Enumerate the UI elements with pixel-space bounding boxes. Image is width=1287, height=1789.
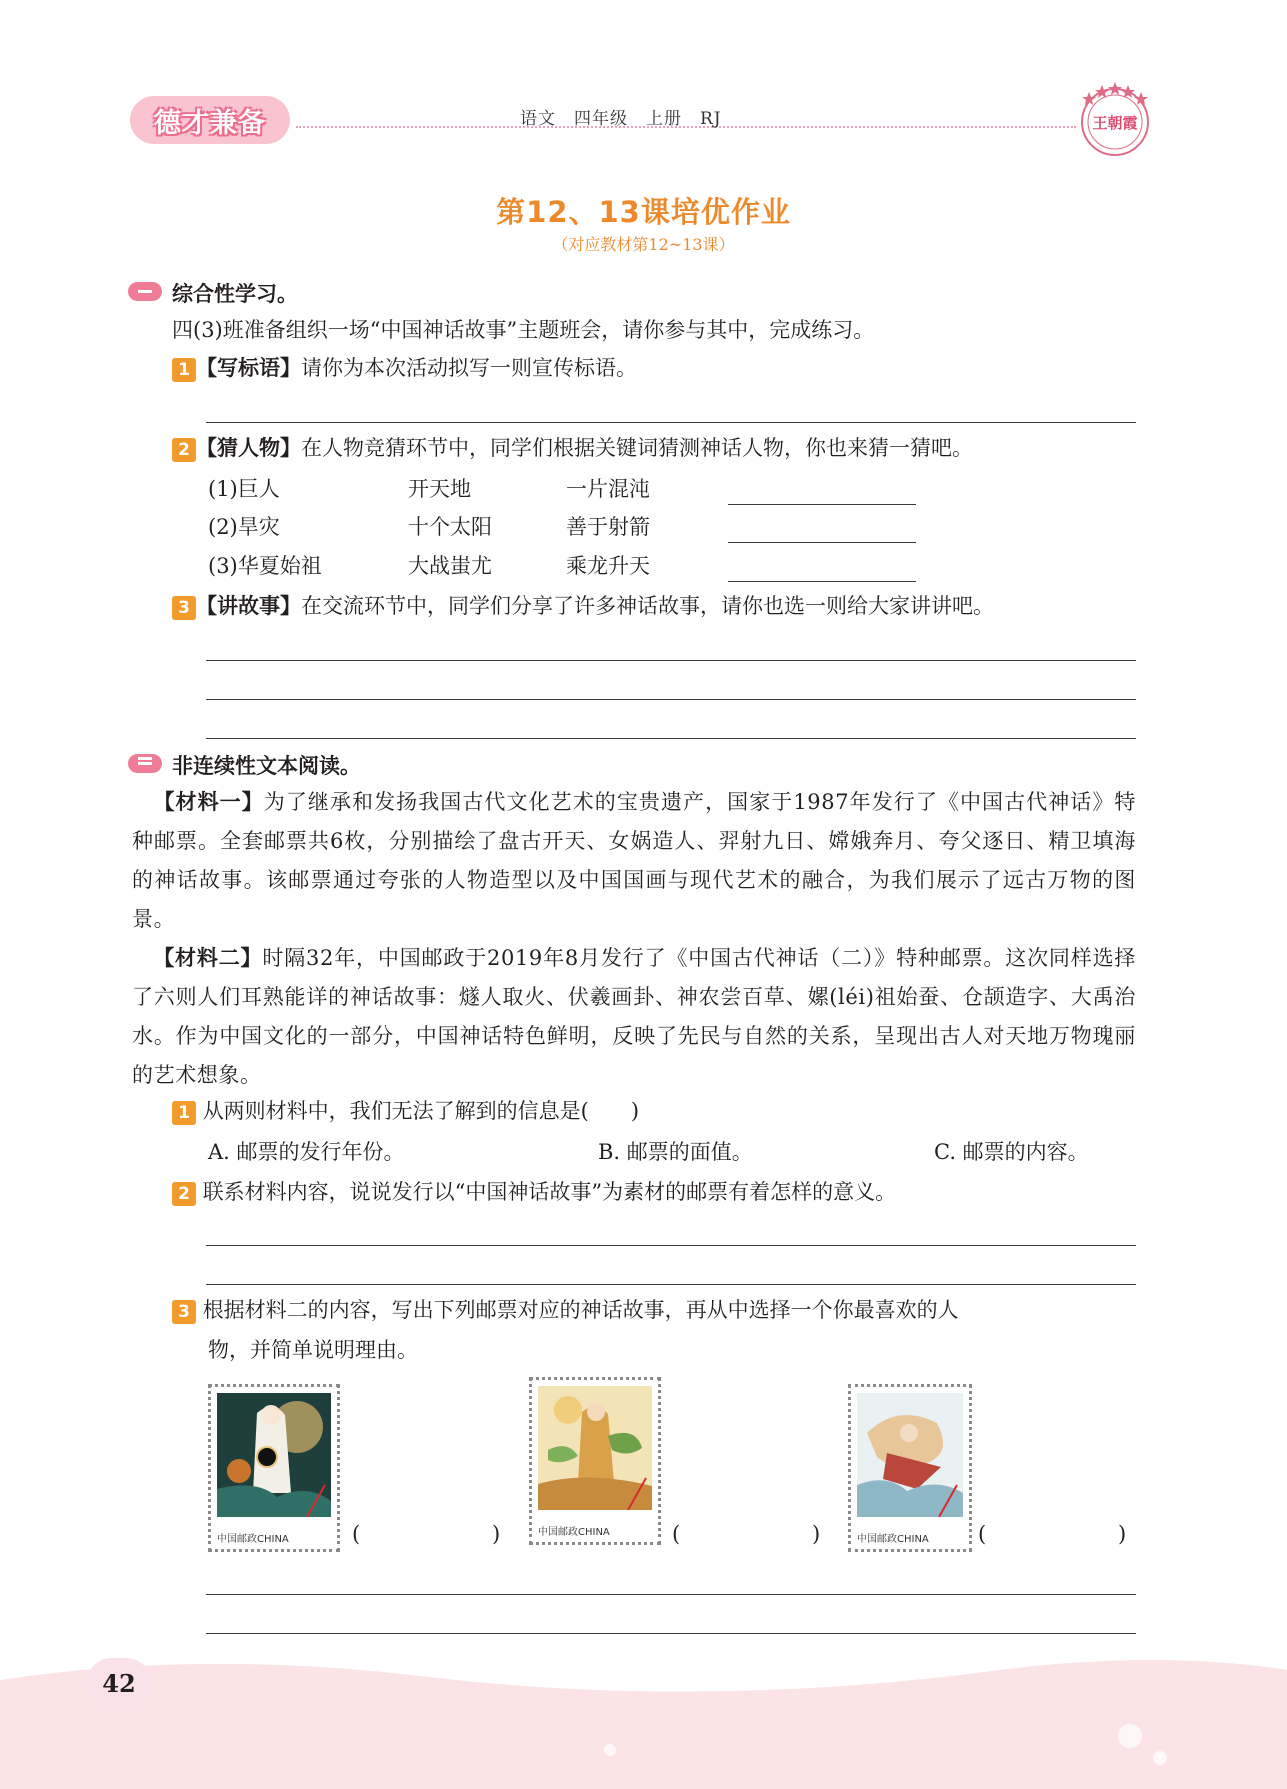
stamp-2-illustration [538,1386,652,1510]
answer-line[interactable] [206,422,1136,423]
guess-answer-blank[interactable] [728,581,916,582]
question-1-1: 1 【写标语】请你为本次活动拟写一则宣传标语。 [172,358,637,382]
question-number: 2 [172,438,196,462]
question-2-3-continued: 物，并简单说明理由。 [208,1338,418,1362]
guess-row-3-clue-a: (3)华夏始祖 [208,554,322,578]
stamp-3-paren-open: ( [978,1522,987,1546]
section-one-title: 综合性学习。 [172,282,298,306]
answer-line[interactable] [206,738,1136,739]
header-subject-line: 语文 四年级 上册 RJ [520,109,722,129]
guess-answer-blank[interactable] [728,504,916,505]
guess-row-1-clue-a: (1)巨人 [208,477,280,501]
stamp-2-paren-open: ( [672,1522,681,1546]
stamp-2-caption: 中国邮政CHINA [538,1527,610,1538]
material-two: 【材料二】时隔32年，中国邮政于2019年8月发行了《中国古代神话（二）》特种邮票。这次同样选择了六则人们耳熟能详的神话故事：燧人取火、伏羲画卦、神农尝百草、嫘(léi)祖始蚕、仓颉造字、大禹治水。作为中国文化的一部分，中国神话特色鲜明，反映了先民与自然的关系，呈现出古人对天地万物瑰丽的艺术想象。 [132,946,1136,1087]
guess-row-1-clue-b: 开天地 [408,477,471,501]
question-number: 1 [172,358,196,382]
stamp-1-paren-open: ( [352,1522,361,1546]
page-title: 第12、13课培优作业 [496,195,791,229]
section-two-title: 非连续性文本阅读。 [172,754,361,778]
answer-line[interactable] [206,1245,1136,1246]
stamp-1-paren-close: ) [492,1522,501,1546]
guess-row-2-clue-a: (2)旱灾 [208,515,280,539]
page-number: 42 [86,1658,152,1710]
answer-line[interactable] [206,1633,1136,1634]
answer-line[interactable] [206,699,1136,700]
section-one-badge [128,282,162,301]
guess-answer-blank[interactable] [728,542,916,543]
guess-row-3-clue-c: 乘龙升天 [566,554,650,578]
guess-row-2-clue-c: 善于射箭 [566,515,650,539]
guess-row-1-clue-c: 一片混沌 [566,477,650,501]
footer-wave [0,1640,1287,1789]
page-subtitle: （对应教材第12~13课） [552,235,735,254]
stamp-1-caption: 中国邮政CHINA [217,1534,289,1545]
material-one: 【材料一】为了继承和发扬我国古代文化艺术的宝贵遗产，国家于1987年发行了《中国古代神话》特种邮票。全套邮票共6枚，分别描绘了盘古开天、女娲造人、羿射九日、嫦娥奔月、夸父逐日、精卫填海的神话故事。该邮票通过夸张的人物造型以及中国国画与现代艺术的融合，为我们展示了远古万物的图景。 [132,790,1137,931]
seal-icon [1075,78,1155,158]
question-1-3: 3 【讲故事】在交流环节中，同学们分享了许多神话故事，请你也选一则给大家讲讲吧。 [172,596,994,620]
stamp-2 [529,1377,661,1545]
brand-logo: 德才兼备 [130,96,290,144]
answer-line[interactable] [206,1594,1136,1595]
option-b[interactable]: B. 邮票的面值。 [598,1140,753,1164]
answer-line[interactable] [206,1284,1136,1285]
question-number: 1 [172,1101,196,1125]
stamp-1 [208,1384,340,1552]
answer-line[interactable] [206,660,1136,661]
question-2-1: 1 从两则材料中，我们无法了解到的信息是( ) [172,1101,639,1125]
guess-row-2-clue-b: 十个太阳 [408,515,492,539]
section-one-intro: 四(3)班准备组织一场“中国神话故事”主题班会，请你参与其中，完成练习。 [172,318,875,342]
stamp-2-paren-close: ) [812,1522,821,1546]
question-number: 3 [172,596,196,620]
question-number: 2 [172,1182,196,1206]
guess-row-3-clue-b: 大战蚩尤 [408,554,492,578]
question-number: 3 [172,1300,196,1324]
stamp-3-illustration [857,1393,963,1517]
stamp-1-illustration [217,1393,331,1517]
option-c[interactable]: C. 邮票的内容。 [934,1140,1089,1164]
question-2-3: 3 根据材料二的内容，写出下列邮票对应的神话故事，再从中选择一个你最喜欢的人 [172,1300,959,1324]
section-two-badge [128,754,162,773]
question-1-2: 2 【猜人物】在人物竞猜环节中，同学们根据关键词猜测神话人物，你也来猜一猜吧。 [172,438,973,462]
option-a[interactable]: A. 邮票的发行年份。 [208,1140,405,1164]
stamp-3 [848,1384,972,1552]
question-2-2: 2 联系材料内容，说说发行以“中国神话故事”为素材的邮票有着怎样的意义。 [172,1182,896,1206]
stamp-3-caption: 中国邮政CHINA [857,1534,929,1545]
stamp-3-paren-close: ) [1118,1522,1127,1546]
seal-text: 王朝霞 [1092,114,1138,132]
